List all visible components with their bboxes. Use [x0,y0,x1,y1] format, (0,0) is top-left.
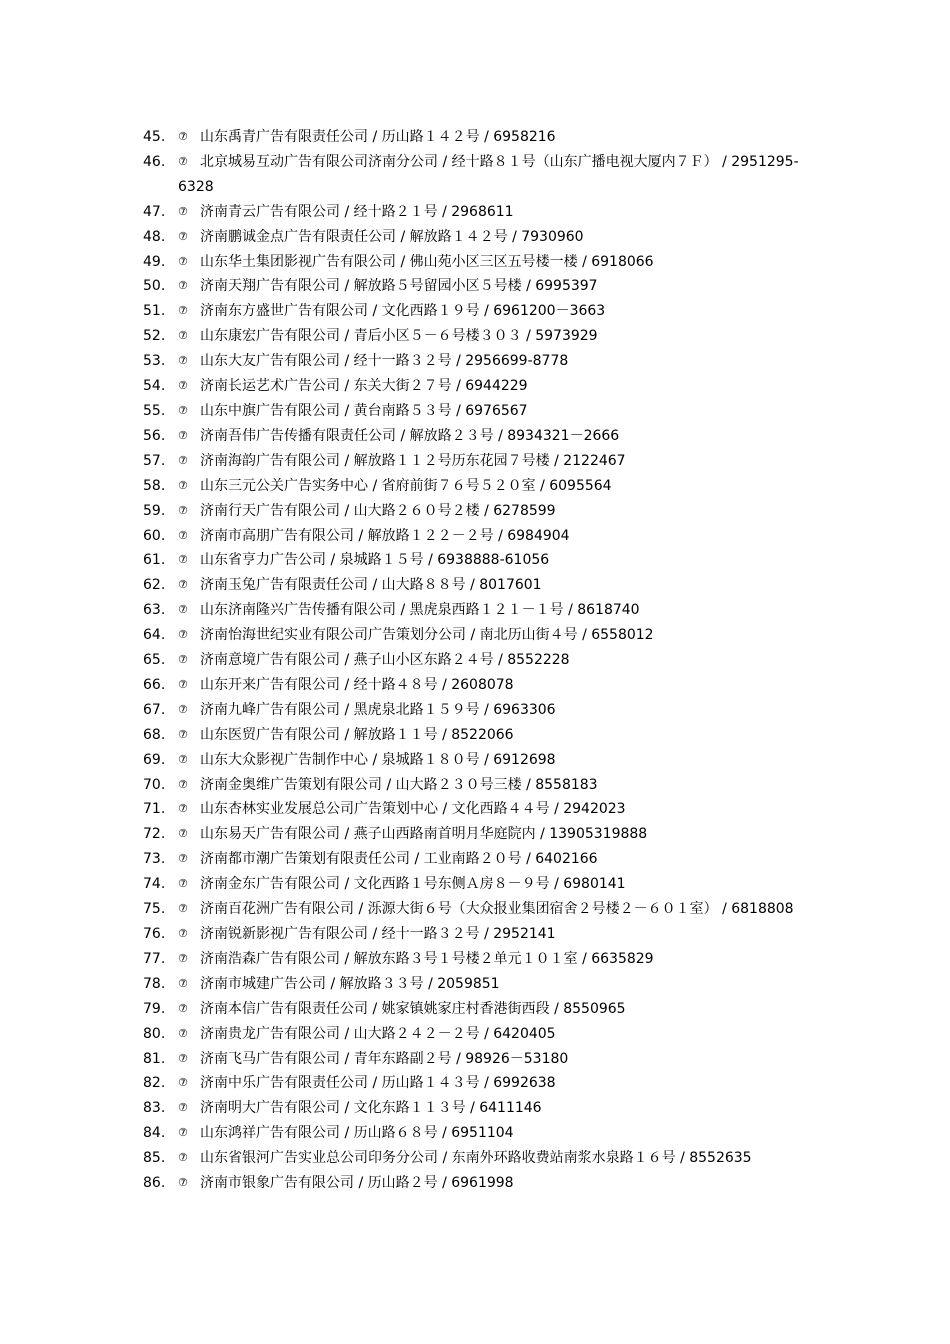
list-item [0,573,950,598]
item-text: 山东省银河广告实业总公司印务分公司 / 东南外环路收费站南浆水泉路１６号 / 8552635 [200,1150,752,1167]
list-item [0,424,950,449]
item-number: 59. [143,502,166,519]
item-text: 山东禹青广告有限责任公司 / 历山路１４２号 / 6958216 [200,129,556,145]
item-text: 山东三元公关广告实务中心 / 省府前街７６号５２０室 / 6095564 [200,477,612,494]
item-text: 济南长运艺术广告公司 / 东关大街２７号 / 6944229 [200,378,528,395]
bullet-icon: ⑦ [178,403,188,417]
bullet-icon: ⑦ [178,279,188,293]
item-number: 65. [143,652,166,669]
list-item [0,1047,950,1072]
item-number: 81. [143,1050,166,1067]
item-text: 济南海韵广告有限公司 / 解放路１１２号历东花园７号楼 / 2122467 [200,452,626,469]
bullet-icon: ⑦ [178,877,188,891]
bullet-icon: ⑦ [178,528,188,542]
item-number: 57. [143,452,166,469]
item-text: 山东医贸广告有限公司 / 解放路１１号 / 8522066 [200,726,514,743]
item-number: 51. [143,303,166,320]
bullet-icon: ⑦ [178,354,188,368]
bullet-icon: ⑦ [178,578,188,592]
item-number: 73. [143,851,166,868]
item-text: 山东济南隆兴广告传播有限公司 / 黑虎泉西路１２１－１号 / 8618740 [200,602,640,619]
item-number: 48. [143,228,166,245]
item-number: 49. [143,253,166,270]
list-item [0,773,950,798]
item-text: 济南浩森广告有限公司 / 解放东路３号１号楼２单元１０１室 / 6635829 [200,950,654,967]
item-text: 济南中乐广告有限责任公司 / 历山路１４３号 / 6992638 [200,1075,556,1092]
bullet-icon: ⑦ [178,603,188,617]
bullet-icon: ⑦ [178,902,188,916]
bullet-icon: ⑦ [178,1051,188,1065]
list-item [0,1096,950,1121]
item-text: 济南金东广告有限公司 / 文化西路１号东侧Ａ房８－９号 / 6980141 [200,876,626,893]
list-item [0,449,950,474]
item-text: 济南金奥维广告策划有限公司 / 山大路２３０号三楼 / 8558183 [200,776,598,793]
bullet-icon: ⑦ [178,453,188,467]
list-item [0,499,950,524]
bullet-icon: ⑦ [178,1151,188,1165]
bullet-icon: ⑦ [178,852,188,866]
bullet-icon: ⑦ [178,1101,188,1115]
list-item [0,1121,950,1146]
item-number: 78. [143,975,166,992]
bullet-icon: ⑦ [178,628,188,642]
list-item [0,250,950,275]
item-text: 山东省亨力广告公司 / 泉城路１５号 / 6938888-61056 [200,552,550,569]
list-item [0,548,950,573]
item-number: 77. [143,950,166,967]
item-number: 61. [143,552,166,569]
item-text: 山东易天广告有限公司 / 燕子山西路南首明月华庭院内 / 13905319888 [200,826,648,843]
bullet-icon: ⑦ [178,553,188,567]
list-item [0,1022,950,1047]
item-number: 84. [143,1125,166,1142]
item-number: 60. [143,527,166,544]
bullet-icon: ⑦ [178,503,188,517]
item-text: 山东大友广告有限公司 / 经十一路３２号 / 2956699-8778 [200,353,569,370]
list-item [0,474,950,499]
bullet-icon: ⑦ [178,702,188,716]
item-text: 济南飞马广告有限公司 / 青年东路副２号 / 98926－53180 [200,1050,569,1067]
item-text: 济南东方盛世广告有限公司 / 文化西路１９号 / 6961200－3663 [200,303,606,320]
item-number: 64. [143,627,166,644]
list-item [0,150,950,200]
item-text: 山东中旗广告有限公司 / 黄台南路５３号 / 6976567 [200,402,528,419]
bullet-icon: ⑦ [178,677,188,691]
item-number: 72. [143,826,166,843]
list-item [0,1171,950,1196]
item-text: 济南鹏诚金点广告有限责任公司 / 解放路１４２号 / 7930960 [200,228,584,245]
item-number: 52. [143,328,166,345]
item-number: 63. [143,602,166,619]
list-item [0,822,950,847]
bullet-icon: ⑦ [178,254,188,268]
item-text: 济南天翔广告有限公司 / 解放路５号留园小区５号楼 / 6995397 [200,278,598,295]
bullet-icon: ⑦ [178,653,188,667]
item-number: 47. [143,203,166,220]
item-text: 北京城易互动广告有限公司济南分公司 / 经十路８１号（山东广播电视大厦内７Ｆ） / 2951295-6328 [178,153,799,195]
item-text: 济南锐新影视广告有限公司 / 经十一路３２号 / 2952141 [200,926,556,942]
item-number: 66. [143,676,166,693]
item-text: 济南市银象广告有限公司 / 历山路２号 / 6961998 [200,1175,514,1192]
bullet-icon: ⑦ [178,130,188,143]
item-number: 74. [143,876,166,893]
item-text: 山东开来广告有限公司 / 经十路４８号 / 2608078 [200,676,514,693]
item-number: 68. [143,726,166,743]
bullet-icon: ⑦ [178,1126,188,1140]
item-number: 83. [143,1100,166,1117]
list-item [0,200,950,225]
list-item [0,399,950,424]
bullet-icon: ⑦ [178,229,188,243]
list-item [0,673,950,698]
bullet-icon: ⑦ [178,154,188,168]
list-item [0,225,950,250]
item-number: 53. [143,353,166,370]
bullet-icon: ⑦ [178,802,188,816]
item-number: 71. [143,801,166,818]
item-number: 76. [143,926,166,942]
bullet-icon: ⑦ [178,777,188,791]
item-number: 69. [143,751,166,768]
list-item [0,997,950,1022]
bullet-icon: ⑦ [178,1076,188,1090]
list-item [0,897,950,922]
item-text: 山东鸿祥广告有限公司 / 历山路６８号 / 6951104 [200,1125,514,1142]
list-item [0,872,950,897]
item-number: 70. [143,776,166,793]
bullet-icon: ⑦ [178,827,188,841]
bullet-icon: ⑦ [178,478,188,492]
item-text: 济南百花洲广告有限公司 / 泺源大街６号（大众报业集团宿舍２号楼２－６０１室） / 6818808 [200,901,794,918]
item-text: 济南吾伟广告传播有限责任公司 / 解放路２３号 / 8934321－2666 [200,427,620,444]
bullet-icon: ⑦ [178,927,188,940]
item-number: 82. [143,1075,166,1092]
item-text: 济南青云广告有限公司 / 经十路２１号 / 2968611 [200,203,514,220]
item-number: 58. [143,477,166,494]
list-item [0,972,950,997]
item-number: 75. [143,901,166,918]
item-number: 85. [143,1150,166,1167]
list-item [0,274,950,299]
item-number: 55. [143,402,166,419]
item-number: 46. [143,153,166,170]
bullet-icon: ⑦ [178,1176,188,1190]
item-text: 山东康宏广告有限公司 / 青后小区５－６号楼３０３ / 5973929 [200,328,598,345]
list-item [0,623,950,648]
bullet-icon: ⑦ [178,752,188,766]
list-item [0,374,950,399]
item-text: 济南行天广告有限公司 / 山大路２６０号２楼 / 6278599 [200,502,556,519]
item-text: 济南市城建广告公司 / 解放路３３号 / 2059851 [200,975,500,992]
item-number: 62. [143,577,166,594]
item-text: 济南都市潮广告策划有限责任公司 / 工业南路２０号 / 6402166 [200,851,598,868]
list-item [0,947,950,972]
item-number: 45. [143,129,166,145]
item-text: 济南市高朋广告有限公司 / 解放路１２２－２号 / 6984904 [200,527,570,544]
item-number: 80. [143,1025,166,1042]
item-number: 86. [143,1175,166,1192]
bullet-icon: ⑦ [178,1026,188,1040]
bullet-icon: ⑦ [178,204,188,218]
item-text: 济南怡海世纪实业有限公司广告策划分公司 / 南北历山街４号 / 6558012 [200,627,654,644]
item-text: 济南九峰广告有限公司 / 黑虎泉北路１５９号 / 6963306 [200,701,556,718]
list-item [0,125,950,150]
bullet-icon: ⑦ [178,1001,188,1015]
list-item [0,1071,950,1096]
list-item [0,524,950,549]
list-item [0,797,950,822]
bullet-icon: ⑦ [178,951,188,965]
item-text: 济南意境广告有限公司 / 燕子山小区东路２４号 / 8552228 [200,652,570,669]
bullet-icon: ⑦ [178,329,188,343]
list-item [0,1146,950,1171]
list-item [0,698,950,723]
item-text: 济南玉兔广告有限责任公司 / 山大路８８号 / 8017601 [200,577,542,594]
item-text: 山东大众影视广告制作中心 / 泉城路１８０号 / 6912698 [200,751,556,768]
list-item [0,598,950,623]
list-item [0,648,950,673]
list-item [0,847,950,872]
item-text: 山东杏林实业发展总公司广告策划中心 / 文化西路４４号 / 2942023 [200,801,626,818]
list-item [0,748,950,773]
list-item [0,349,950,374]
bullet-icon: ⑦ [178,976,188,990]
list-item [0,299,950,324]
bullet-icon: ⑦ [178,304,188,318]
item-number: 67. [143,701,166,718]
bullet-icon: ⑦ [178,379,188,393]
list-item [0,723,950,748]
company-list [0,125,950,1196]
item-text: 山东华土集团影视广告有限公司 / 佛山苑小区三区五号楼一楼 / 6918066 [200,253,654,270]
item-number: 56. [143,427,166,444]
list-item [0,922,950,947]
item-text: 济南明大广告有限公司 / 文化东路１１３号 / 6411146 [200,1100,542,1117]
item-number: 54. [143,378,166,395]
bullet-icon: ⑦ [178,428,188,442]
item-text: 济南本信广告有限责任公司 / 姚家镇姚家庄村香港街西段 / 8550965 [200,1000,626,1017]
item-number: 79. [143,1000,166,1017]
item-number: 50. [143,278,166,295]
bullet-icon: ⑦ [178,727,188,741]
list-item [0,324,950,349]
item-text: 济南贵龙广告有限公司 / 山大路２４２－２号 / 6420405 [200,1025,556,1042]
